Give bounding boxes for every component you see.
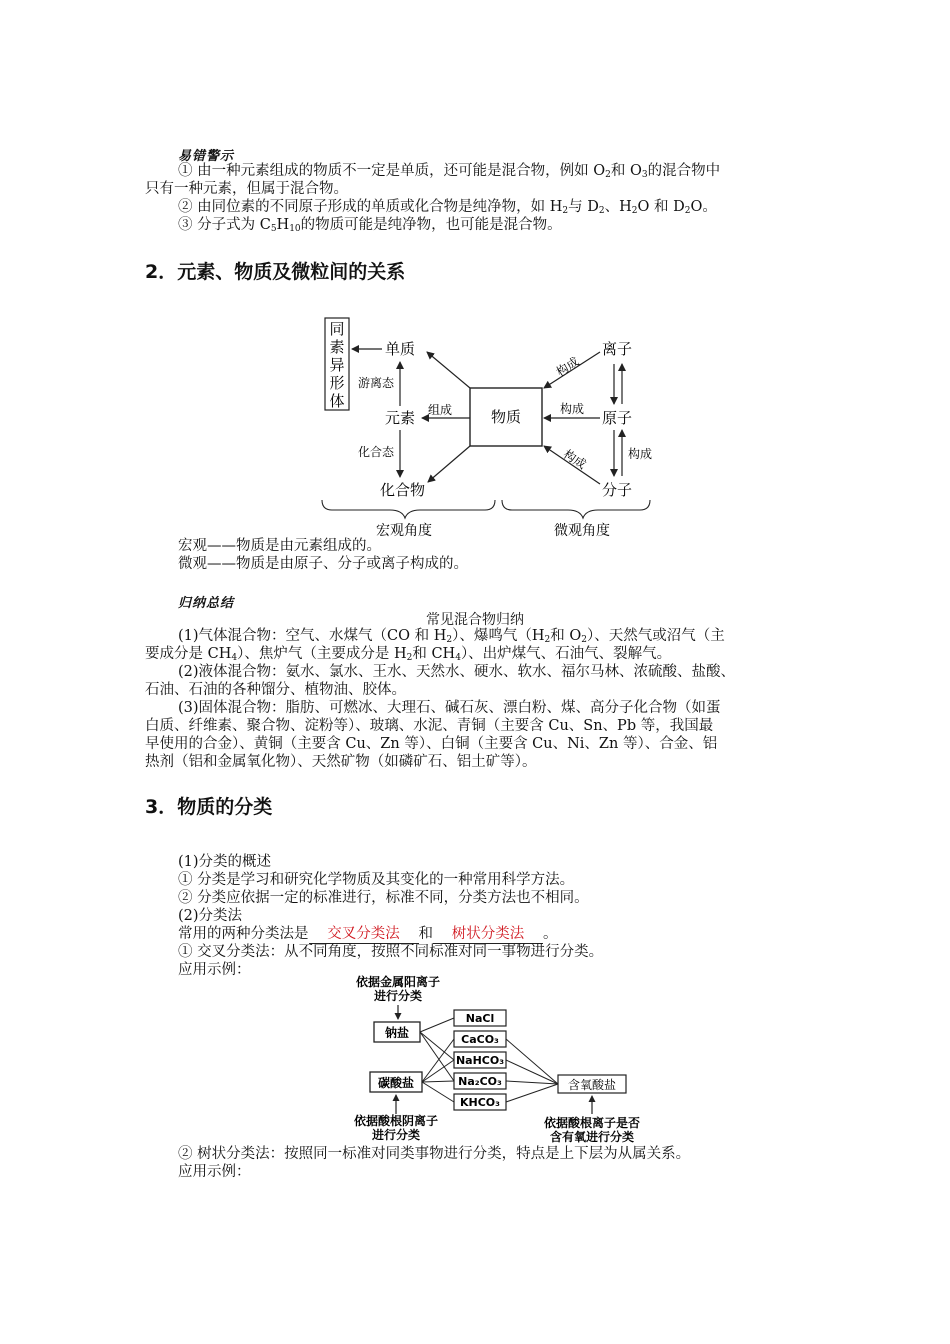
sodium-salt-label: 钠盐 — [384, 1026, 410, 1040]
summary-tag: 归纳总结 — [178, 596, 235, 611]
liquid-line-1: (2)液体混合物：氨水、氯水、王水、天然水、硬水、软水、福尔马林、浓硫酸、盐酸、 — [178, 664, 736, 680]
cross-classification-diagram — [330, 972, 660, 1147]
micro-line: 微观——物质是由原子、分子或离子构成的。 — [178, 556, 468, 572]
item-label: Na₂CO₃ — [458, 1075, 502, 1088]
free-state-label: 游离态 — [358, 376, 395, 390]
bottom-left-criterion: 依据酸根阴离子 — [353, 1114, 439, 1128]
top-criterion-label: 进行分类 — [373, 989, 423, 1003]
allotrope-char: 素 — [329, 338, 345, 356]
warning-line-1: ① 由一种元素组成的物质不一定是单质，还可能是混合物，例如 $O_2$和 $O_3$的混合物中 — [178, 163, 721, 180]
carbonate-label: 碳酸盐 — [377, 1076, 415, 1090]
construct-label: 构成 — [628, 447, 653, 461]
warning-line-3: ② 由同位素的不同原子形成的单质或化合物是纯净物，如 $H_2$与 $D_2$、$H_2O$ 和 $D_2O$。 — [178, 199, 717, 216]
bottom-right-criterion: 含有氧进行分类 — [549, 1130, 635, 1144]
item-label: NaCl — [465, 1012, 495, 1025]
simple-substance-label: 单质 — [385, 340, 416, 358]
classification-point-1: ① 分类是学习和研究化学物质及其变化的一种常用科学方法。 — [178, 872, 575, 888]
classification-overview: (1)分类的概述 — [178, 854, 272, 870]
combined-state-label: 化合态 — [358, 445, 395, 459]
two-methods-line: 常用的两种分类法是 交叉分类法 和 树状分类法 。 — [178, 926, 558, 942]
bottom-right-criterion: 依据酸根离子是否 — [543, 1116, 641, 1130]
warning-line-2: 只有一种元素，但属于混合物。 — [145, 181, 348, 197]
construct-label: 构成 — [560, 402, 585, 416]
cross-method-line: ① 交叉分类法：从不同角度，按照不同标准对同一事物进行分类。 — [178, 944, 604, 960]
element-substance-diagram — [310, 310, 660, 542]
construct-label: 构成 — [553, 354, 582, 380]
classification-methods: (2)分类法 — [178, 908, 243, 924]
allotrope-char: 异 — [329, 356, 345, 374]
solid-line-2: 白质、纤维素、聚合物、淀粉等）、玻璃、水泥、青铜（主要含 Cu、Sn、Pb 等，我国最 — [145, 718, 714, 734]
item-label: KHCO₃ — [460, 1096, 500, 1109]
compose-label: 组成 — [428, 403, 453, 417]
element-label: 元素 — [385, 409, 416, 427]
liquid-line-2: 石油、石油的各种馏分、植物油、胶体。 — [145, 682, 406, 698]
solid-line-1: (3)固体混合物：脂肪、可燃冰、大理石、碱石灰、漂白粉、煤、高分子化合物（如蛋 — [178, 700, 721, 716]
ion-label: 离子 — [602, 340, 633, 358]
bottom-left-criterion: 进行分类 — [371, 1128, 421, 1142]
answer-cross-classification: 交叉分类法 — [309, 925, 419, 944]
summary-title: 常见混合物归纳 — [426, 612, 524, 628]
gas-line-1: (1)气体混合物：空气、水煤气（CO 和 $H_2$）、爆鸣气（$H_2$和 $O_2$）、天然气或沼气（主 — [178, 628, 725, 645]
answer-tree-classification: 树状分类法 — [433, 925, 543, 944]
allotrope-char: 体 — [329, 392, 345, 410]
micro-label: 微观角度 — [554, 523, 610, 539]
item-label: CaCO₃ — [461, 1033, 499, 1046]
oxysalt-label: 含氧酸盐 — [567, 1078, 617, 1092]
warning-line-4: ③ 分子式为 $C_5H_{10}$的物质可能是纯净物，也可能是混合物。 — [178, 217, 562, 234]
gas-line-2: 要成分是 $CH_4$）、焦炉气（主要成分是 $H_2$和 $CH_4$）、出炉煤气、石油气、裂解气。 — [145, 646, 672, 663]
allotrope-char: 同 — [329, 320, 345, 338]
tree-method-line: ② 树状分类法：按照同一标准对同类事物进行分类，特点是上下层为从属关系。 — [178, 1146, 691, 1162]
substance-label: 物质 — [490, 408, 522, 426]
allotrope-char: 形 — [329, 374, 345, 392]
classification-point-2: ② 分类应依据一定的标准进行，标准不同，分类方法也不相同。 — [178, 890, 589, 906]
section-3-title: 3．物质的分类 — [145, 796, 273, 818]
example-label-1: 应用示例： — [178, 962, 251, 978]
warning-tag: 易错警示 — [178, 149, 235, 164]
solid-line-3: 早使用的合金）、黄铜（主要含 Cu、Zn 等）、白铜（主要含 Cu、Ni、Zn 等）、合金、铝 — [145, 736, 718, 752]
item-label: NaHCO₃ — [455, 1054, 505, 1067]
macro-line: 宏观——物质是由元素组成的。 — [178, 538, 381, 554]
macro-label: 宏观角度 — [376, 523, 432, 539]
atom-label: 原子 — [602, 409, 633, 427]
compound-label: 化合物 — [380, 481, 426, 499]
solid-line-4: 热剂（铝和金属氧化物）、天然矿物（如磷矿石、铝土矿等）。 — [145, 754, 537, 770]
example-label-2: 应用示例： — [178, 1164, 251, 1180]
section-2-title: 2．元素、物质及微粒间的关系 — [145, 261, 406, 283]
construct-label: 构成 — [560, 447, 589, 472]
top-criterion-label: 依据金属阳离子 — [355, 975, 441, 989]
molecule-label: 分子 — [602, 481, 633, 499]
